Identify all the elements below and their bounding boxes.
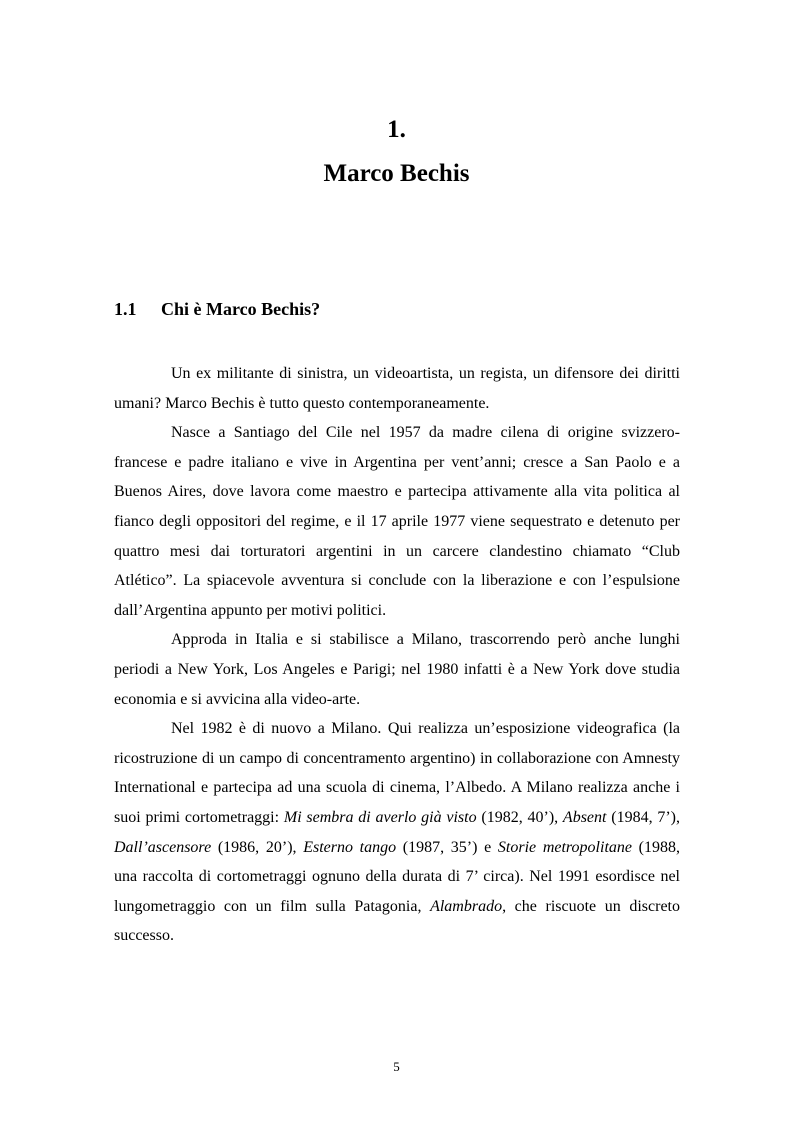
paragraph-4-text: , che riscuote un discreto successo. — [114, 897, 681, 945]
chapter-number: 1. — [387, 116, 406, 143]
paragraph-4-text: (1988, una raccolta di cortometraggi ognuno della durata di 7’ circa). Nel 1991 esordisce nel lungometraggio con un film sulla Patagonia, — [114, 838, 681, 915]
paragraph-1: Un ex militante di sinistra, un videoartista, un regista, un difensore dei diritti umani? Marco Bechis è tutto questo contemporaneamente. — [114, 365, 680, 412]
paragraph-3: Approda in Italia e si stabilisce a Milano, trascorrendo però anche lunghi periodi a New York, Los Angeles e Parigi; nel 1980 infatti è a New York dove studia economia e si avvicina alla video-arte. — [114, 631, 680, 708]
film-title: Alambrado — [430, 897, 503, 915]
section-heading — [114, 297, 680, 321]
section-number: 1.1 — [114, 299, 137, 319]
paragraph-4-text: (1986, 20’), — [211, 838, 304, 856]
film-title: Absent — [562, 808, 607, 826]
paragraph-4-text: (1987, 35’) e — [396, 838, 498, 856]
paragraph-4-text: (1984, 7’), — [606, 808, 681, 826]
section-title: Chi è Marco Bechis? — [161, 299, 321, 319]
page-number: 5 — [393, 1059, 400, 1074]
paragraph-4-text: (1982, 40’), — [476, 808, 563, 826]
paragraph-2: Nasce a Santiago del Cile nel 1957 da madre cilena di origine svizzero-francese e padre italiano e vive in Argentina per vent’anni; cresce a San Paolo e a Buenos Aires, dove lavora come maestro e partecipa attivamente alla vita politica al fianco degli oppositori del regime, e il 17 aprile 1977 viene sequestrato e detenuto per quattro mesi dai torturatori argentini in un carcere clandestino chiamato “Club Atlético”. La spiacevole avventura si conclude con la liberazione e con l’espulsione dall’Argentina appunto per motivi politici. — [114, 424, 680, 619]
chapter-title: Marco Bechis — [323, 160, 470, 187]
paragraph-4 — [114, 714, 680, 951]
body-text — [114, 359, 680, 951]
film-title: Esterno tango — [303, 838, 397, 856]
film-title: Storie metropolitane — [497, 838, 632, 856]
film-title: Mi sembra di averlo già visto — [283, 808, 477, 826]
film-title: Dall’ascensore — [114, 838, 212, 856]
paragraph-4-text: Nel 1982 è di nuovo a Milano. Qui realizza un’esposizione videografica (la ricostruzione di un campo di concentramento argentino) in collaborazione con Amnesty International e partecipa ad una scuola di cinema, l’Albedo. A Milano realizza anche i suoi primi cortometraggi: — [114, 720, 680, 826]
